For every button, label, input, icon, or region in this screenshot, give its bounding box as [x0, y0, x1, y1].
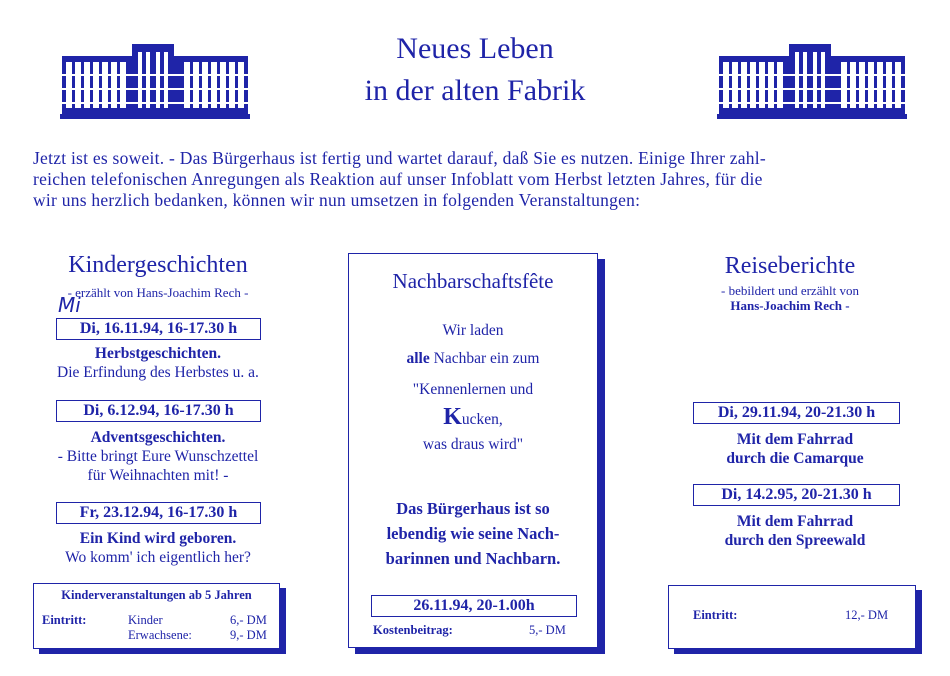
admission-price: 12,- DM — [845, 608, 889, 622]
invitation-line: Wir laden — [442, 322, 504, 339]
intro-paragraph — [33, 148, 928, 211]
price-label-erwachsene: Erwachsene: — [128, 628, 192, 642]
invitation-text: Nachbar ein zum — [429, 350, 540, 367]
reiseberichte-subtitle: - bebildert und erzählt von — [721, 283, 859, 298]
page-title-line2: in der alten Fabrik — [364, 74, 586, 107]
handwritten-note: Mi — [58, 293, 81, 317]
invitation-line — [349, 348, 597, 370]
invitation-line: was draus wird" — [422, 436, 524, 453]
event-description: für Weihnachten mit! - — [87, 467, 229, 484]
intro-line: wir uns herzlich bedanken, können wir nun umsetzen in folgenden Veranstaltungen: — [33, 190, 641, 210]
kindergeschichten-subtitle: - erzählt von Hans-Joachim Rech - — [67, 285, 249, 300]
kindergeschichten-heading: Kindergeschichten — [68, 252, 248, 278]
event-title: Mit dem Fahrrad — [736, 513, 854, 530]
event-date-box: Di, 16.11.94, 16-17.30 h — [56, 318, 261, 340]
price-value-erwachsene: 9,- DM — [230, 628, 267, 642]
event-date-box: Di, 6.12.94, 16-17.30 h — [56, 400, 261, 422]
event-date-box: Fr, 23.12.94, 16-17.30 h — [56, 502, 261, 524]
nachbarschaftsfete-box — [348, 253, 598, 648]
drop-initial: K — [443, 404, 462, 430]
event-title: Mit dem Fahrrad — [736, 431, 854, 448]
invitation-line — [349, 404, 597, 433]
building-illustration-right — [717, 42, 907, 120]
admission-label: Eintritt: — [42, 613, 87, 627]
invitation-text: ucken, — [461, 411, 503, 428]
invitation-emphasis: alle — [406, 350, 430, 367]
building-illustration-left — [60, 42, 250, 120]
page-title-line1: Neues Leben — [396, 32, 554, 65]
fee-label: Kostenbeitrag: — [373, 623, 453, 637]
price-value-kinder: 6,- DM — [230, 613, 267, 627]
invitation-line: "Kennenlernen und — [412, 381, 534, 398]
reise-admission-box — [668, 585, 916, 649]
event-title: Herbstgeschichten. — [94, 345, 222, 362]
event-date-box: Di, 29.11.94, 20-21.30 h — [693, 402, 900, 424]
event-title: Adventsgeschichten. — [90, 429, 226, 446]
closing-line: barinnen und Nachbarn. — [385, 549, 561, 568]
intro-line: reichen telefonischen Anregungen als Reaktion auf unser Infoblatt vom Herbst letzten Jahres, für die — [33, 169, 763, 189]
event-title: durch den Spreewald — [724, 532, 866, 549]
reiseberichte-subtitle: Hans-Joachim Rech - — [730, 298, 850, 313]
kinder-admission-box — [33, 583, 280, 649]
closing-line: lebendig wie seine Nach- — [386, 524, 560, 543]
event-description: - Bitte bringt Eure Wunschzettel — [57, 448, 259, 465]
event-description: Die Erfindung des Herbstes u. a. — [57, 364, 259, 381]
closing-line: Das Bürgerhaus ist so — [396, 499, 550, 518]
admission-heading: Kinderveranstaltungen ab 5 Jahren — [61, 588, 252, 602]
reiseberichte-heading: Reiseberichte — [724, 253, 856, 279]
admission-label: Eintritt: — [693, 608, 738, 622]
event-date-box: 26.11.94, 20-1.00h — [371, 595, 577, 617]
fee-value: 5,- DM — [529, 623, 566, 637]
intro-line: Jetzt ist es soweit. - Das Bürgerhaus ist fertig und wartet darauf, daß Sie es nutzen. Einige Ihrer zahl- — [33, 148, 767, 168]
event-title: Ein Kind wird geboren. — [79, 530, 237, 547]
nachbarschaftsfete-heading: Nachbarschaftsfête — [392, 269, 554, 293]
event-date-box: Di, 14.2.95, 20-21.30 h — [693, 484, 900, 506]
event-description: Wo komm' ich eigentlich her? — [65, 549, 251, 566]
event-title: durch die Camarque — [726, 450, 864, 467]
price-label-kinder: Kinder — [128, 613, 163, 627]
